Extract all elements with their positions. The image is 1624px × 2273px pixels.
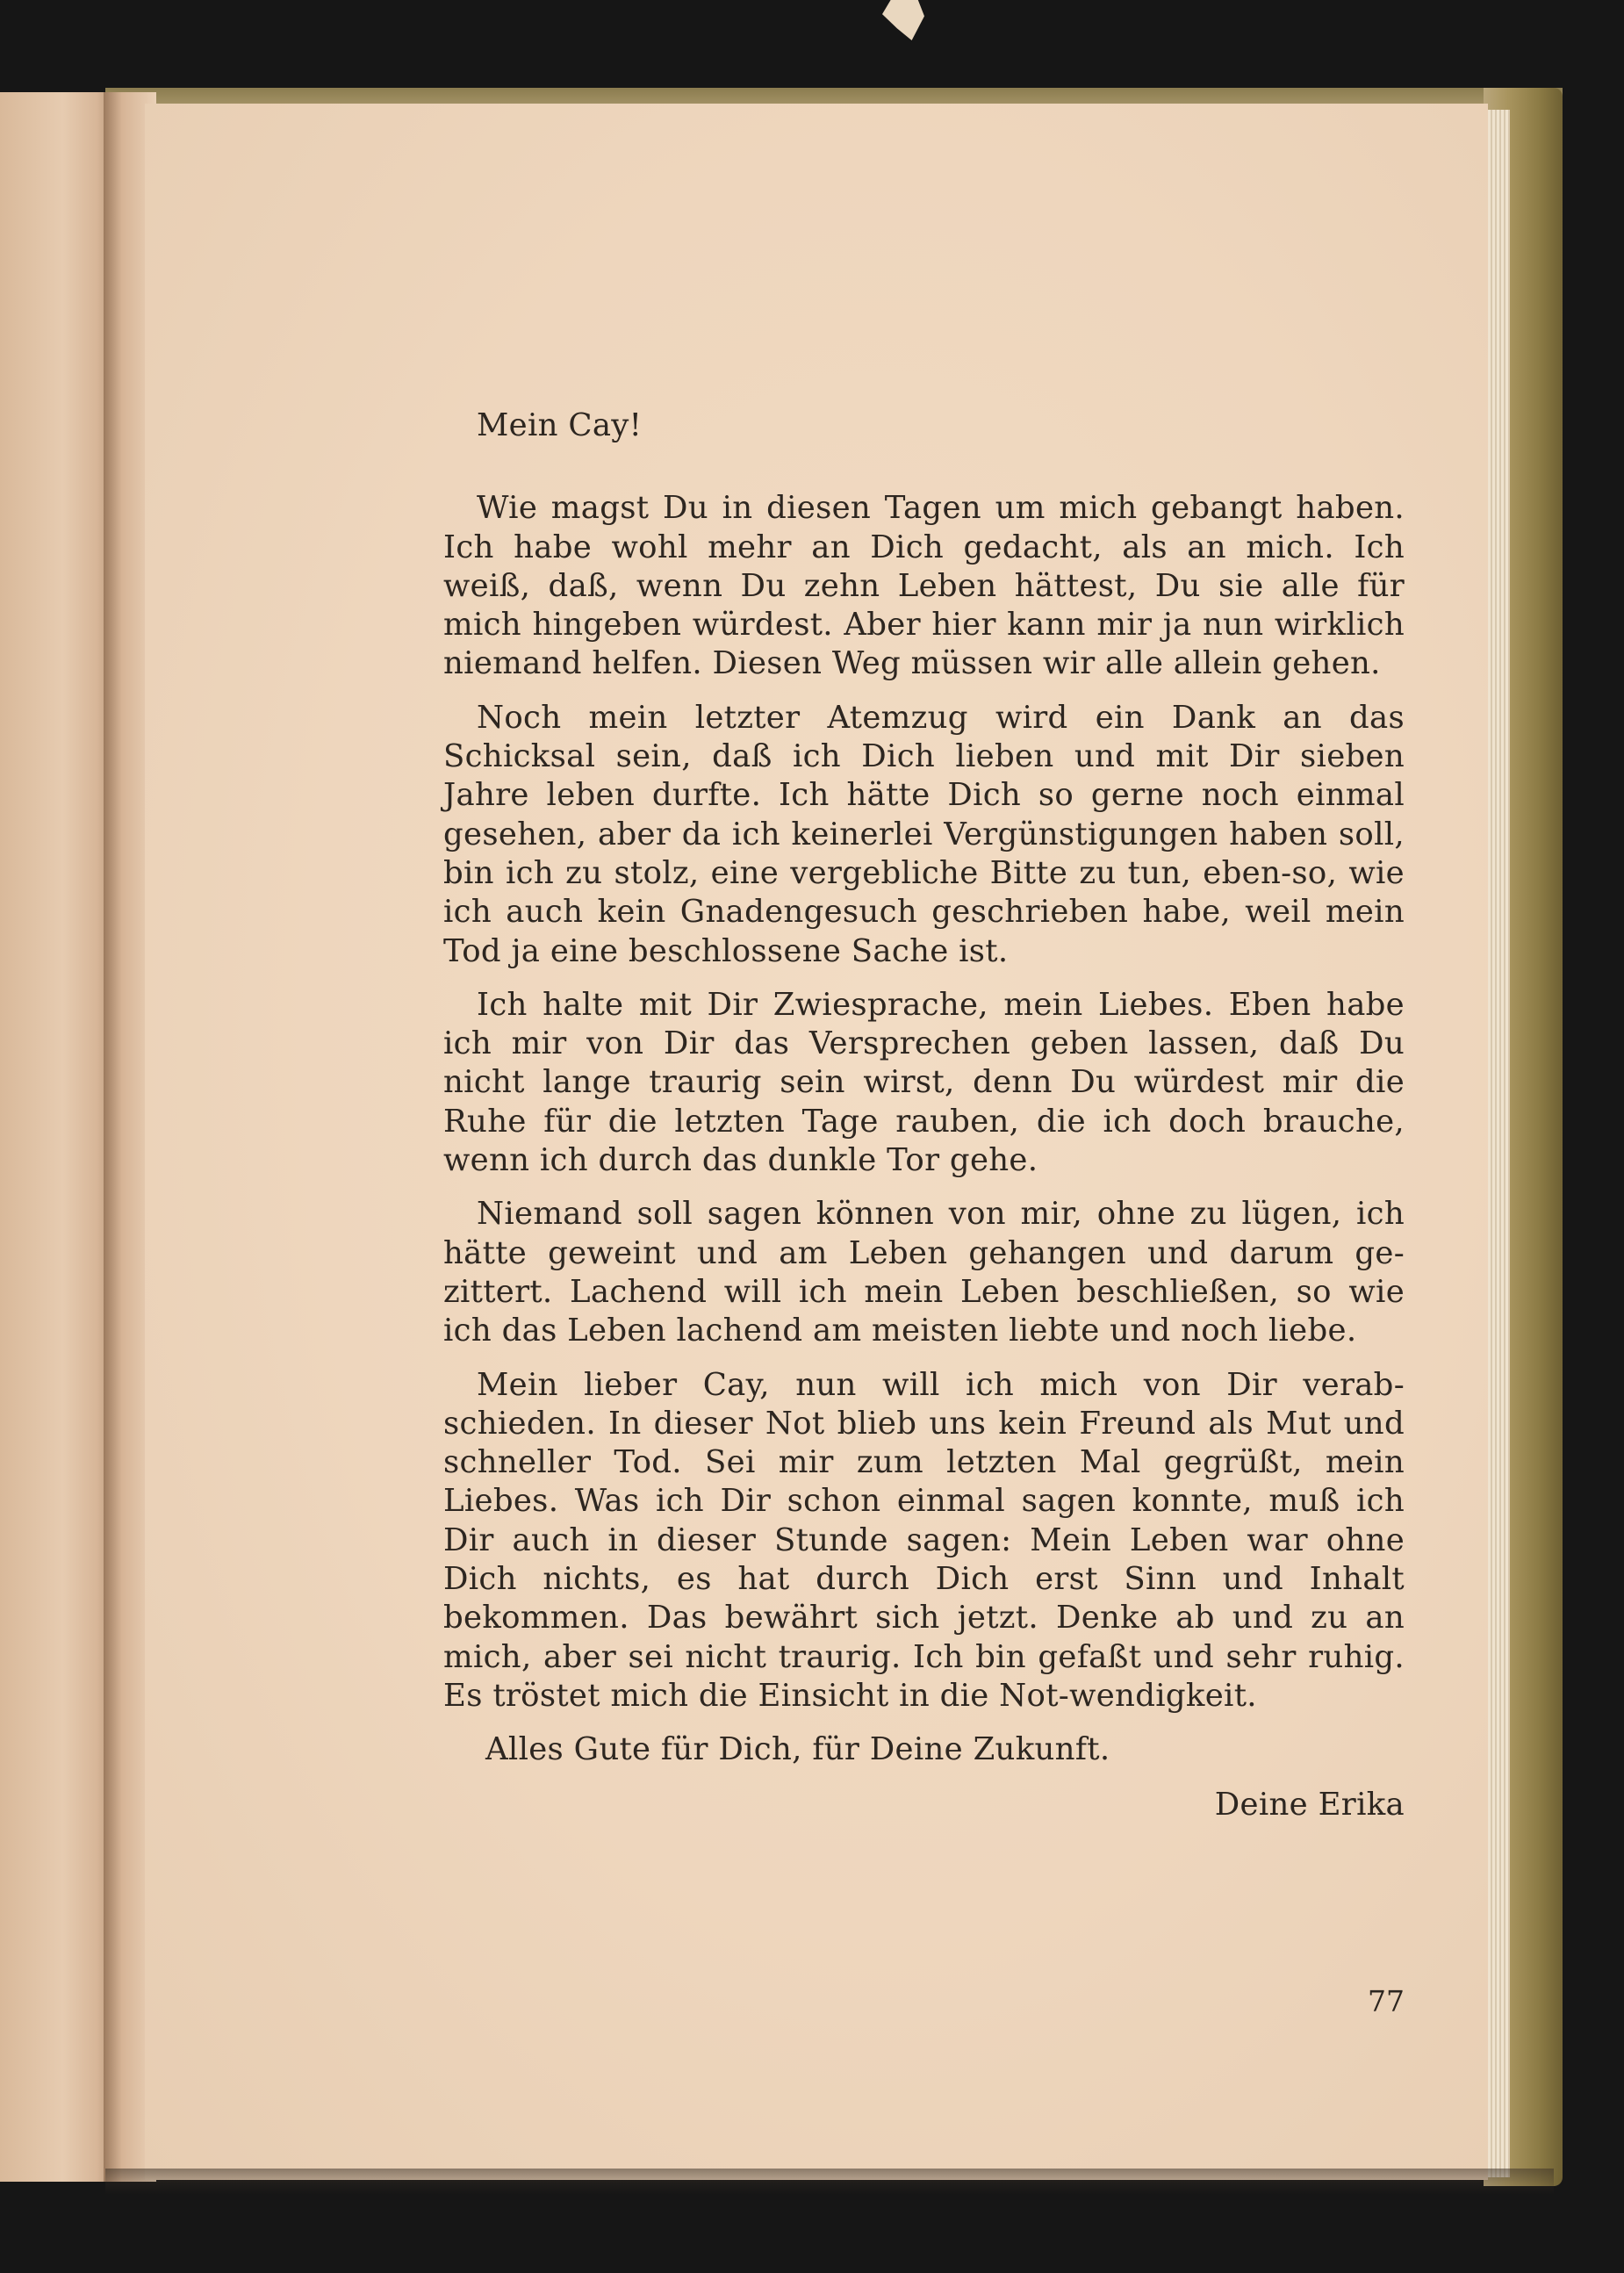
cover-top-edge xyxy=(105,88,1563,105)
book-page xyxy=(145,104,1488,2180)
letter-paragraph-1: Wie magst Du in diesen Tagen um mich gebangt haben. Ich habe wohl mehr an Dich gedacht, als an mich. Ich weiß, daß, wenn Du zehn Leben hättest, Du sie alle für mich hingeben würdest. Aber hier kann mir ja nun wirklich niemand helfen. Diesen Weg müssen wir alle allein gehen. xyxy=(443,490,1405,682)
paper-tear xyxy=(882,0,924,40)
letter-closing: Alles Gute für Dich, für Deine Zukunft. xyxy=(485,1731,1110,1768)
letter-paragraph-4: Niemand soll sagen können von mir, ohne zu lügen, ich hätte geweint und am Leben gehangen und darum ge-zittert. Lachend will ich mein Leben beschließen, so wie ich das Leben lachend am meisten liebte und noch liebe. xyxy=(443,1196,1405,1349)
letter-paragraph-5: Mein lieber Cay, nun will ich mich von Dir verab-schieden. In dieser Not blieb uns kein Freund als Mut und schneller Tod. Sei mir zum letzten Mal gegrüßt, mein Liebes. Was ich Dir schon einmal sagen konnte, muß ich Dir auch in dieser Stunde sagen: Mein Leben war ohne Dich nichts, es hat durch Dich erst Sinn und Inhalt bekommen. Das bewährt sich jetzt. Denke ab und zu an mich, aber sei nicht traurig. Ich bin gefaßt und sehr ruhig. Es tröstet mich die Einsicht in die Not-wendigkeit. xyxy=(443,1366,1405,1714)
letter-salutation: Mein Cay! xyxy=(477,407,643,443)
left-page-edge xyxy=(0,92,114,2182)
page-number: 77 xyxy=(1368,1984,1405,2018)
letter-paragraph-2: Noch mein letzter Atemzug wird ein Dank an das Schicksal sein, daß ich Dich lieben und mit Dir sieben Jahre leben durfte. Ich hätte Dich so gerne noch einmal gesehen, aber da ich keinerlei Vergünstigungen haben soll, bin ich zu stolz, eine vergebliche Bitte zu tun, eben-so, wie ich auch kein Gnadengesuch geschrieben habe, weil mein Tod ja eine beschlossene Sache ist. xyxy=(443,699,1405,969)
letter-paragraph-3: Ich halte mit Dir Zwiesprache, mein Liebes. Eben habe ich mir von Dir das Versprechen geben lassen, daß Du nicht lange traurig sein wirst, denn Du würdest mir die Ruhe für die letzten Tage rauben, die ich doch brauche, wenn ich durch das dunkle Tor gehe. xyxy=(443,986,1405,1179)
bottom-shadow xyxy=(105,2169,1554,2195)
letter-signature: Deine Erika xyxy=(1214,1786,1405,1823)
letter-text xyxy=(443,406,1405,1824)
